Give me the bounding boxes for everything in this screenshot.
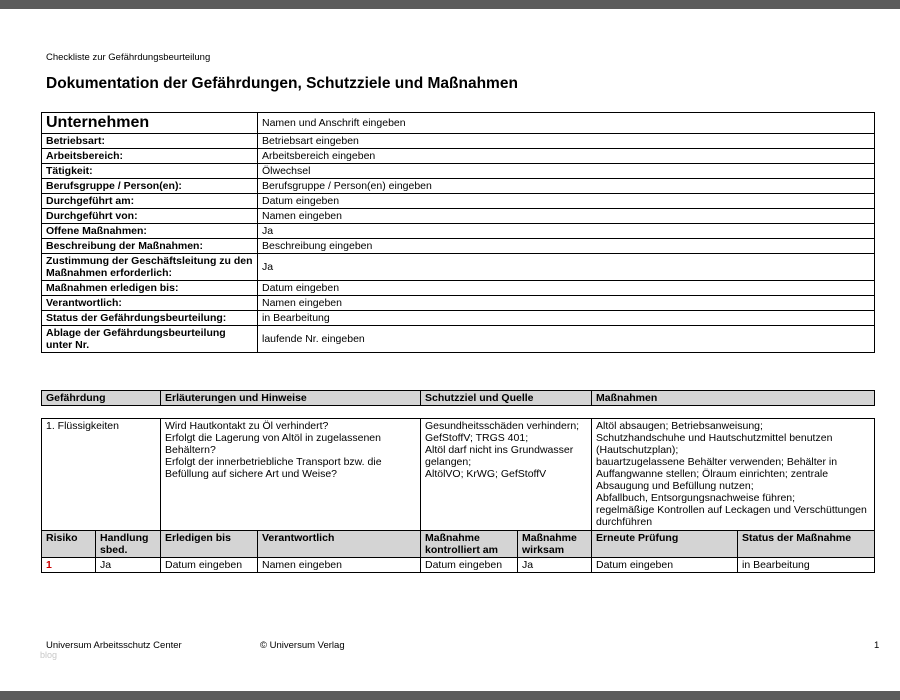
col-header-massnahmen: Maßnahmen <box>592 391 875 406</box>
tracking-header-verantwortlich: Verantwortlich <box>258 531 421 558</box>
info-label-offene-massnahmen: Offene Maßnahmen: <box>42 224 258 239</box>
tracking-header-handlung: Handlung sbed. <box>96 531 161 558</box>
info-value-taetigkeit[interactable]: Ölwechsel <box>258 164 875 179</box>
info-value-zustimmung[interactable]: Ja <box>258 254 875 281</box>
info-value-arbeitsbereich[interactable]: Arbeitsbereich eingeben <box>258 149 875 164</box>
tracking-header-row <box>42 531 875 558</box>
info-row <box>42 194 875 209</box>
footer-center: © Universum Verlag <box>260 640 345 651</box>
info-value-unternehmen[interactable]: Namen und Anschrift eingeben <box>258 113 875 134</box>
col-header-schutzziel: Schutzziel und Quelle <box>421 391 592 406</box>
tracking-value-handlung[interactable]: Ja <box>96 558 161 573</box>
info-value-ablage[interactable]: laufende Nr. eingeben <box>258 326 875 353</box>
info-label-status: Status der Gefährdungsbeurteilung: <box>42 311 258 326</box>
tracking-header-pruefung: Erneute Prüfung <box>592 531 738 558</box>
info-value-verantwortlich[interactable]: Namen eingeben <box>258 296 875 311</box>
document-subtitle: Checkliste zur Gefährdungsbeurteilung <box>46 52 211 63</box>
tracking-value-status[interactable]: in Bearbeitung <box>738 558 875 573</box>
company-info-table <box>41 112 875 353</box>
tracking-header-kontrolliert: Maßnahme kontrolliert am <box>421 531 518 558</box>
tracking-value-risiko[interactable]: 1 <box>42 558 96 573</box>
footer-page-number: 1 <box>874 640 880 651</box>
tracking-value-erledigen[interactable]: Datum eingeben <box>161 558 258 573</box>
hazard-column-header-table <box>41 390 875 406</box>
info-row <box>42 209 875 224</box>
info-row <box>42 164 875 179</box>
info-row <box>42 239 875 254</box>
document-title: Dokumentation der Gefährdungen, Schutzziele und Maßnahmen <box>46 75 518 92</box>
column-header-row <box>42 391 875 406</box>
footer-left: Universum Arbeitsschutz Center <box>46 640 182 651</box>
info-label-verantwortlich: Verantwortlich: <box>42 296 258 311</box>
info-value-betriebsart[interactable]: Betriebsart eingeben <box>258 134 875 149</box>
tracking-value-pruefung[interactable]: Datum eingeben <box>592 558 738 573</box>
info-label-beschreibung: Beschreibung der Maßnahmen: <box>42 239 258 254</box>
info-row <box>42 281 875 296</box>
tracking-value-kontrolliert[interactable]: Datum eingeben <box>421 558 518 573</box>
info-label-berufsgruppe: Berufsgruppe / Person(en): <box>42 179 258 194</box>
info-label-unternehmen: Unternehmen <box>42 113 258 134</box>
info-row <box>42 179 875 194</box>
col-header-gefaehrdung: Gefährdung <box>42 391 161 406</box>
tracking-header-wirksam: Maßnahme wirksam <box>518 531 592 558</box>
watermark-text: blog <box>40 650 58 660</box>
info-label-zustimmung: Zustimmung der Geschäftsleitung zu den Maßnahmen erforderlich: <box>42 254 258 281</box>
bottom-frame-bar <box>0 691 900 700</box>
tracking-header-erledigen: Erledigen bis <box>161 531 258 558</box>
info-value-beschreibung[interactable]: Beschreibung eingeben <box>258 239 875 254</box>
info-row <box>42 149 875 164</box>
info-label-taetigkeit: Tätigkeit: <box>42 164 258 179</box>
info-row <box>42 326 875 353</box>
hazard-measures[interactable]: Altöl absaugen; Betriebsanweisung; Schutzhandschuhe und Hautschutzmittel benutzen (Hautschutzplan); bauartzugelassene Behälter verwenden; Behälter in Auffangwanne stellen; Ölraum einrichten; zentrale Absaugung und Befüllung nutzen; Abfallbuch, Entsorgungsnachweise führen; regelmäßige Kontrollen auf Leckagen und Verschüttungen durchführen <box>592 419 875 531</box>
info-row <box>42 113 875 134</box>
hazard-name[interactable]: 1. Flüssigkeiten <box>42 419 161 531</box>
info-value-durchgefuehrt-am[interactable]: Datum eingeben <box>258 194 875 209</box>
info-row <box>42 134 875 149</box>
tracking-header-status: Status der Maßnahme <box>738 531 875 558</box>
info-row <box>42 296 875 311</box>
info-value-erledigen-bis[interactable]: Datum eingeben <box>258 281 875 296</box>
hazard-explanations[interactable]: Wird Hautkontakt zu Öl verhindert? Erfolgt die Lagerung von Altöl in zugelassenen Behältern? Erfolgt der innerbetriebliche Transport bzw. die Befüllung auf sichere Art und Weise? <box>161 419 421 531</box>
tracking-value-wirksam[interactable]: Ja <box>518 558 592 573</box>
info-label-arbeitsbereich: Arbeitsbereich: <box>42 149 258 164</box>
info-row <box>42 254 875 281</box>
info-label-ablage: Ablage der Gefährdungsbeurteilung unter Nr. <box>42 326 258 353</box>
info-value-status[interactable]: in Bearbeitung <box>258 311 875 326</box>
info-label-durchgefuehrt-am: Durchgeführt am: <box>42 194 258 209</box>
info-row <box>42 311 875 326</box>
info-value-berufsgruppe[interactable]: Berufsgruppe / Person(en) eingeben <box>258 179 875 194</box>
tracking-value-verantwortlich[interactable]: Namen eingeben <box>258 558 421 573</box>
col-header-erlaeuterungen: Erläuterungen und Hinweise <box>161 391 421 406</box>
top-frame-bar <box>0 0 900 9</box>
hazard-protection-goal[interactable]: Gesundheitsschäden verhindern; GefStoffV; TRGS 401; Altöl darf nicht ins Grundwasser gelangen; AltölVO; KrWG; GefStoffV <box>421 419 592 531</box>
info-value-durchgefuehrt-von[interactable]: Namen eingeben <box>258 209 875 224</box>
info-value-offene-massnahmen[interactable]: Ja <box>258 224 875 239</box>
hazard-detail-table <box>41 418 875 573</box>
info-label-erledigen-bis: Maßnahmen erledigen bis: <box>42 281 258 296</box>
info-label-betriebsart: Betriebsart: <box>42 134 258 149</box>
info-row <box>42 224 875 239</box>
info-label-durchgefuehrt-von: Durchgeführt von: <box>42 209 258 224</box>
hazard-row <box>42 419 875 531</box>
tracking-header-risiko: Risiko <box>42 531 96 558</box>
tracking-value-row <box>42 558 875 573</box>
